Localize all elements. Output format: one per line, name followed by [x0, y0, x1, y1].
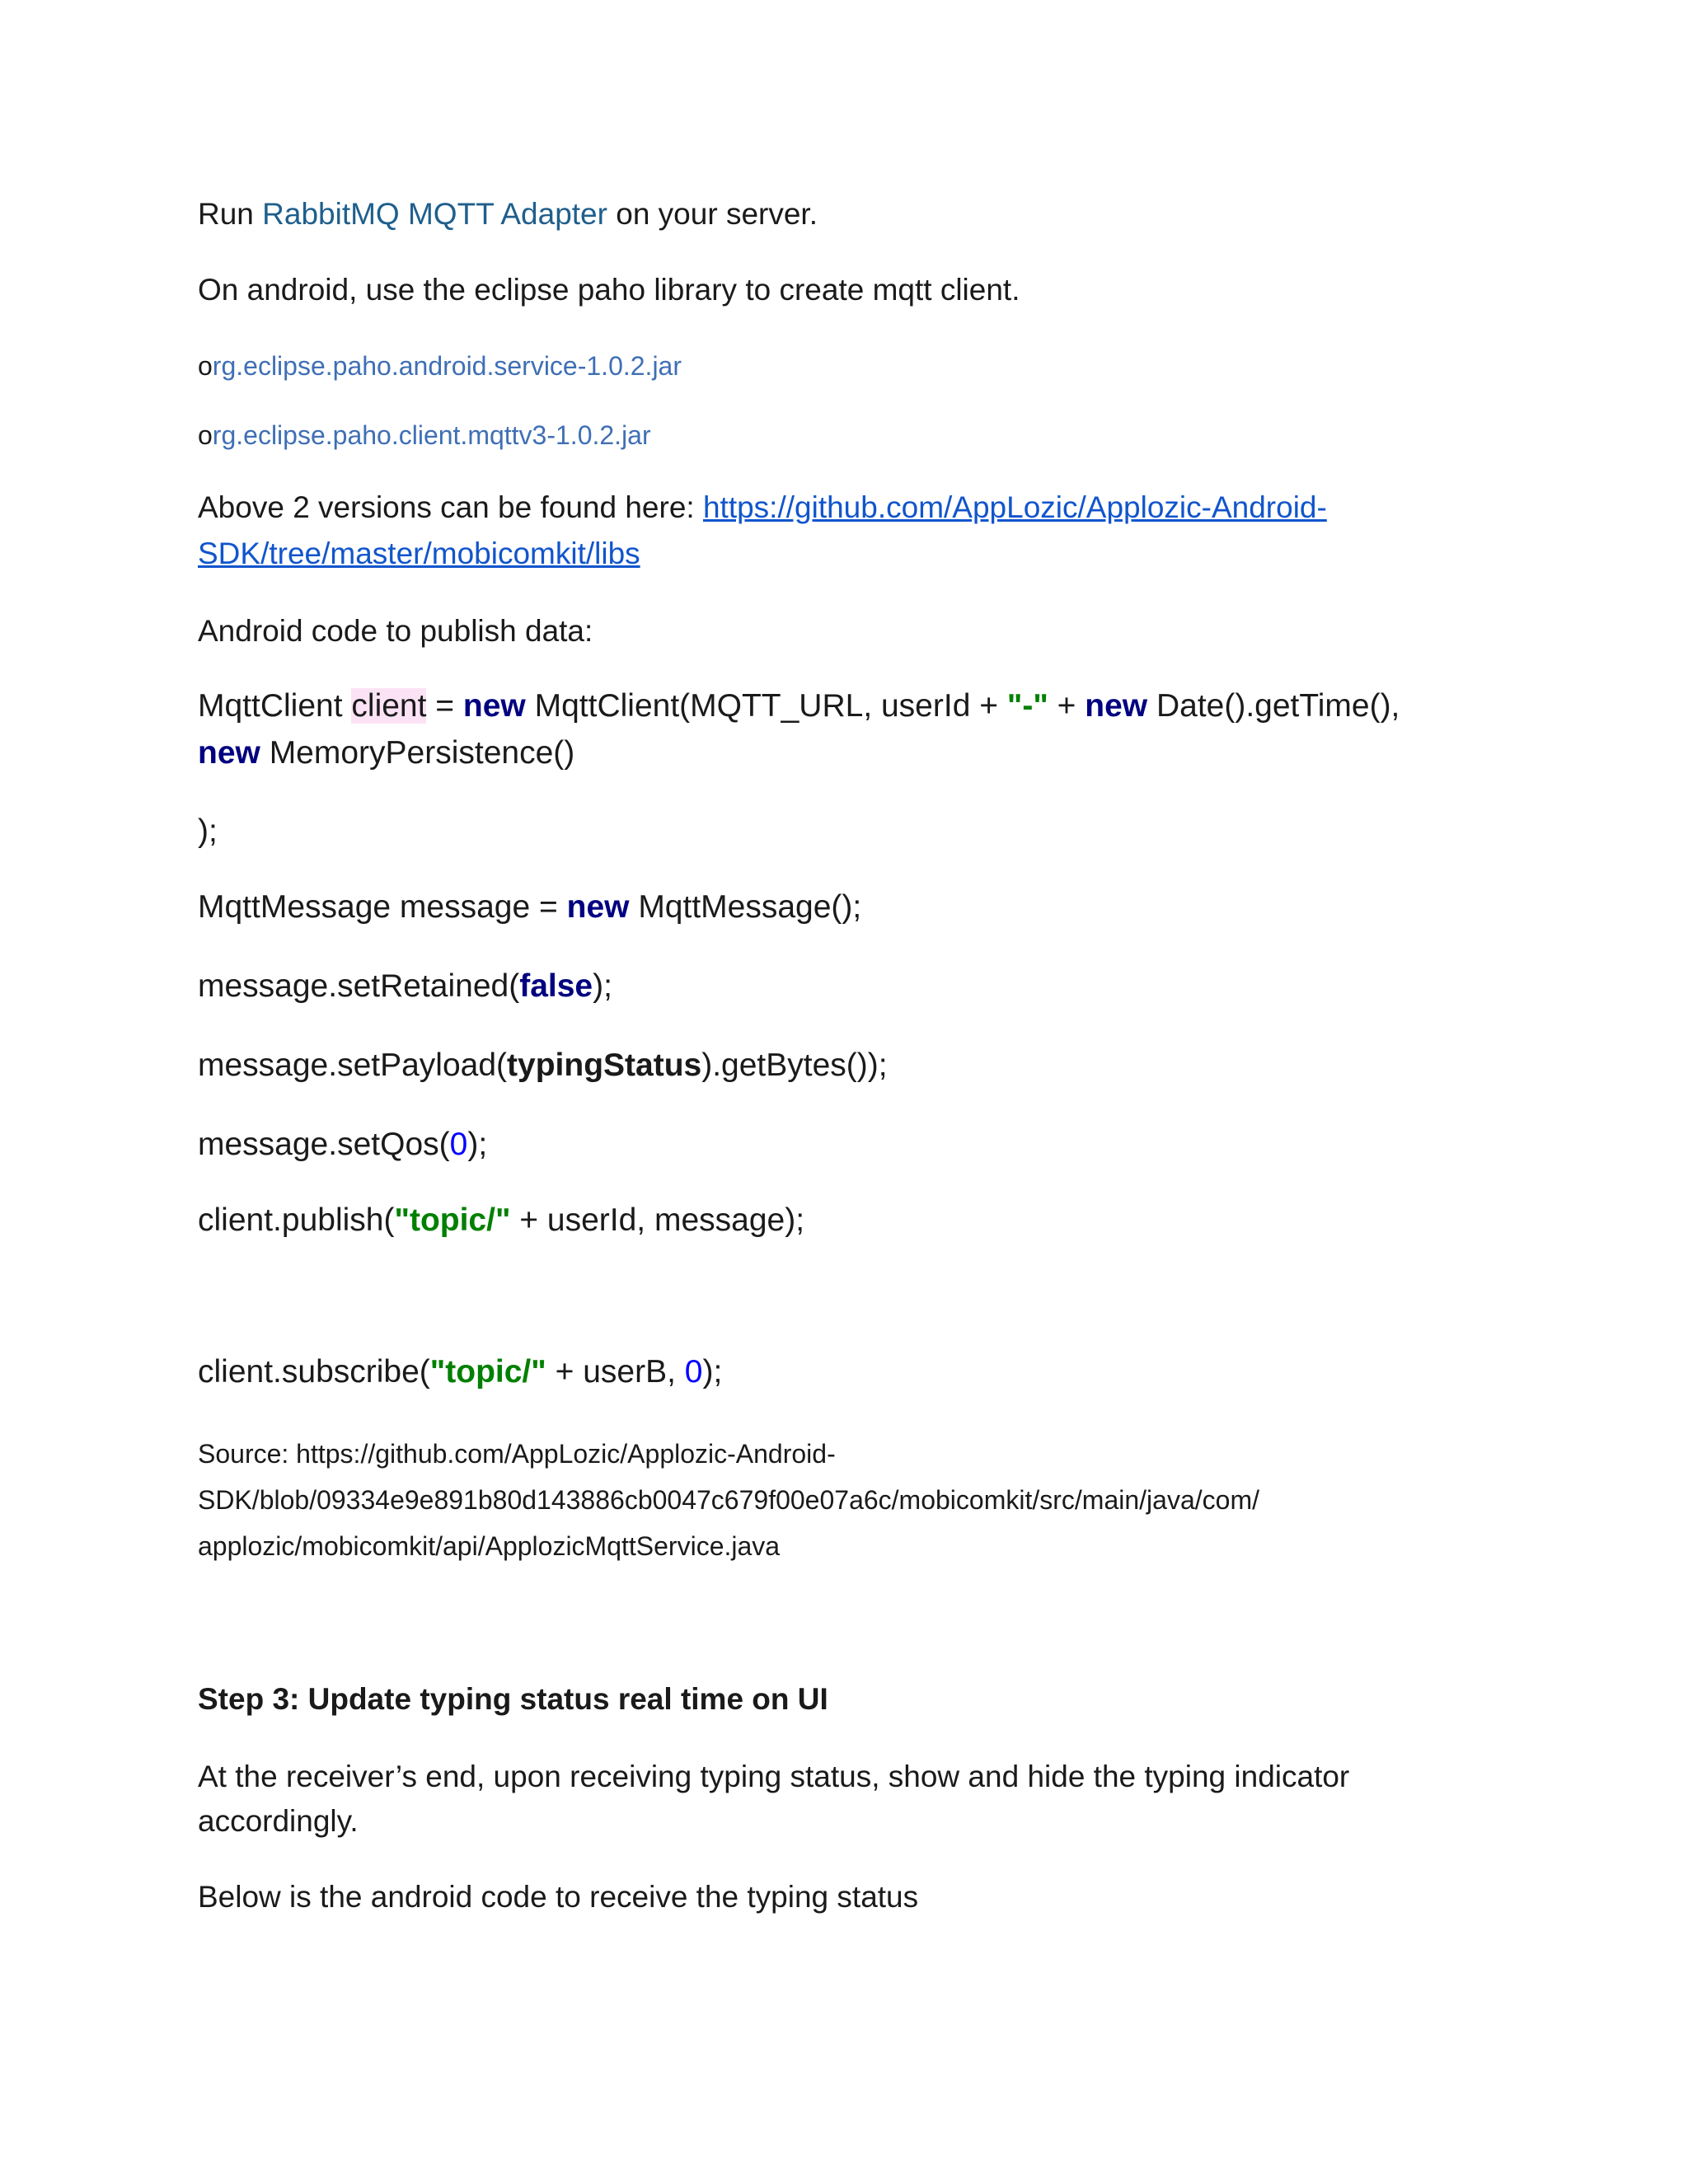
- code-text: );: [467, 1127, 488, 1162]
- code-text: client.subscribe(: [198, 1354, 430, 1390]
- run-adapter-line: [198, 191, 818, 237]
- code-string-dash: "-": [1006, 688, 1048, 724]
- code-text: );: [702, 1354, 723, 1390]
- jar1-first-letter: o: [198, 351, 213, 381]
- code-client-highlight: client: [351, 688, 427, 724]
- code-line-subscribe: [198, 1348, 722, 1396]
- android-paho-line: On android, use the eclipse paho library to create mqtt client.: [198, 273, 1020, 307]
- code-string-topic: "topic/": [429, 1354, 546, 1390]
- jar2-name: rg.eclipse.paho.client.mqttv3-1.0.2.jar: [212, 420, 651, 450]
- code-text: + userId, message);: [510, 1202, 805, 1238]
- code-line-setqos: [198, 1121, 487, 1169]
- publish-label: Android code to publish data:: [198, 614, 593, 648]
- code-text: message.setRetained(: [198, 968, 520, 1004]
- code-keyword-new: new: [462, 688, 526, 724]
- code-text: MqttMessage();: [629, 889, 862, 925]
- versions-prefix: Above 2 versions can be found here:: [198, 490, 703, 524]
- code-typingstatus: typingStatus: [507, 1047, 702, 1083]
- jar-client-mqttv3: [198, 415, 651, 455]
- code-line-mqttmessage: [198, 883, 861, 931]
- code-text: Date().getTime(),: [1147, 688, 1400, 724]
- code-line-setpayload: [198, 1042, 888, 1090]
- step3-heading: Step 3: Update typing status real time on UI: [198, 1682, 828, 1716]
- run-prefix: Run: [198, 197, 263, 231]
- code-keyword-new: new: [1085, 688, 1148, 724]
- source-line-3: applozic/mobicomkit/api/ApplozicMqttService.java: [198, 1531, 781, 1561]
- code-line-mqttclient: [198, 682, 1400, 730]
- code-number-zero: 0: [449, 1127, 468, 1162]
- code-text: ).getBytes());: [701, 1047, 888, 1083]
- github-libs-link-part2[interactable]: SDK/tree/master/mobicomkit/libs: [198, 537, 640, 570]
- code-line-publish: [198, 1197, 804, 1244]
- code-text: client.publish(: [198, 1202, 395, 1238]
- step3-paragraph-line-1: At the receiver’s end, upon receiving typing status, show and hide the typing indicator: [198, 1760, 1350, 1793]
- code-text: MqttClient: [198, 688, 352, 724]
- code-text: +: [1048, 688, 1085, 724]
- github-libs-link-part1[interactable]: https://github.com/AppLozic/Applozic-Android-: [702, 490, 1327, 524]
- code-line-persistence: [198, 729, 574, 777]
- code-keyword-false: false: [519, 968, 593, 1004]
- step3-paragraph-line-2: accordingly.: [198, 1804, 359, 1838]
- code-text: message.setPayload(: [198, 1047, 508, 1083]
- code-keyword-new: new: [566, 889, 630, 925]
- code-text: MemoryPersistence(): [260, 735, 575, 771]
- versions-line-1: [198, 485, 1327, 531]
- rabbitmq-adapter-link[interactable]: RabbitMQ MQTT Adapter: [262, 197, 607, 231]
- jar1-name: rg.eclipse.paho.android.service-1.0.2.jar: [212, 351, 682, 381]
- code-text: + userB,: [546, 1354, 685, 1390]
- code-string-topic: "topic/": [394, 1202, 511, 1238]
- receive-code-label: Below is the android code to receive the typing status: [198, 1880, 919, 1914]
- code-line-setretained: [198, 963, 612, 1010]
- code-text: MqttMessage message =: [198, 889, 567, 925]
- source-line-2: SDK/blob/09334e9e891b80d143886cb0047c679f00e07a6c/mobicomkit/src/main/java/com/: [198, 1485, 1259, 1515]
- code-text: MqttClient(MQTT_URL, userId +: [525, 688, 1007, 724]
- versions-line-2: [198, 531, 640, 577]
- code-text: );: [593, 968, 612, 1004]
- code-number-zero: 0: [684, 1354, 703, 1390]
- code-line-close-paren: );: [198, 813, 218, 849]
- code-keyword-new: new: [198, 735, 260, 771]
- jar2-first-letter: o: [198, 420, 213, 450]
- code-text: =: [426, 688, 463, 724]
- code-text: message.setQos(: [198, 1127, 450, 1162]
- run-suffix: on your server.: [607, 197, 818, 231]
- jar-android-service: [198, 346, 682, 386]
- source-line-1: Source: https://github.com/AppLozic/Applozic-Android-: [198, 1439, 836, 1469]
